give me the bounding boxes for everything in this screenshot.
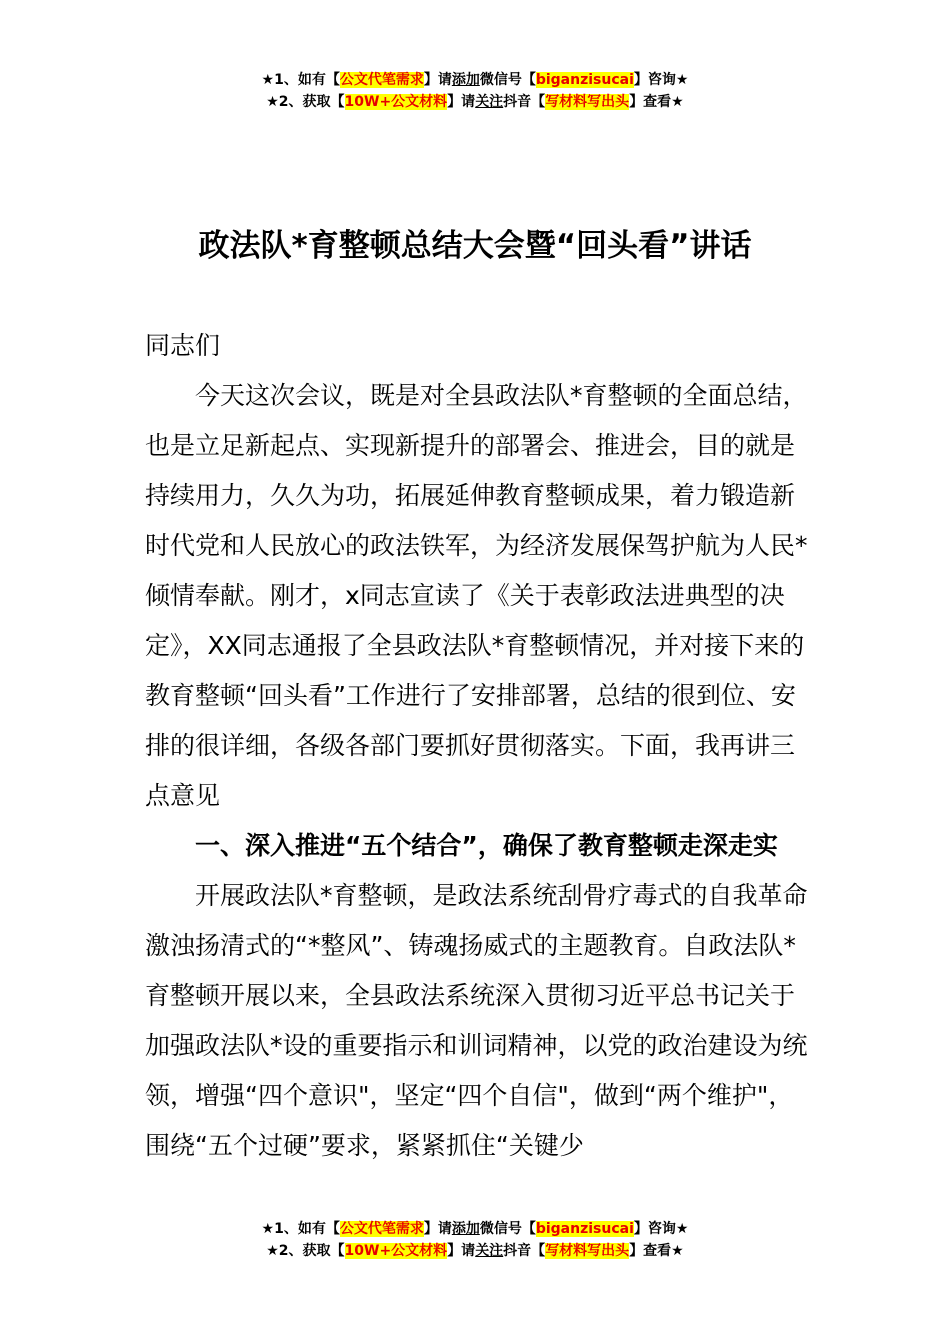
section-heading: 一、深入推进“五个结合”，确保了教育整顿走深走实 xyxy=(195,831,778,860)
banner-highlight: 公文代笔需求 xyxy=(339,72,424,88)
banner-highlight: 10W+公文材料 xyxy=(344,1243,448,1259)
banner-highlight: 写材料写出头 xyxy=(545,94,630,110)
document-body xyxy=(145,321,815,1171)
document-title: 政法队*育整顿总结大会暨“回头看”讲话 xyxy=(198,228,752,264)
banner-highlight: 写材料写出头 xyxy=(545,1243,630,1259)
salutation: 同志们 xyxy=(145,331,221,360)
banner-line-2: ★2、获取【10W+公文材料】请关注抖音【写材料写出头】查看★ xyxy=(266,94,684,110)
banner-highlight: biganzisucai xyxy=(535,72,634,88)
paragraph: 今天这次会议，既是对全县政法队*育整顿的全面总结，也是立足新起点、实现新提升的部署会、推进会，目的就是持续用力，久久为功，拓展延伸教育整顿成果，着力锻造新时代党和人民放心的政法铁军，为经济发展保驾护航为人民*倾情奉献。刚才，x同志宣读了《关于表彰政法进典型的决定》，XX同志通报了全县政法队*育整顿情况，并对接下来的教育整顿“回头看”工作进行了安排部署，总结的很到位、安排的很详细，各级各部门要抓好贯彻落实。下面，我再讲三点意见 xyxy=(145,381,808,810)
banner-highlight: 10W+公文材料 xyxy=(344,94,448,110)
paragraph: 开展政法队*育整顿，是政法系统刮骨疗毒式的自我革命激浊扬清式的“*整风”、铸魂扬威式的主题教育。自政法队*育整顿开展以来，全县政法系统深入贯彻习近平总书记关于加强政法队*设的重要指示和训词精神，以党的政治建设为统领，增强“四个意识"，坚定“四个自信"，做到“两个维护"，围绕“五个过硬”要求，紧紧抓住“关键少 xyxy=(145,881,808,1160)
footer-banner xyxy=(0,1218,950,1262)
banner-line-1: ★1、如有【公文代笔需求】请添加微信号【biganzisucai】咨询★ xyxy=(261,1221,689,1237)
banner-highlight: biganzisucai xyxy=(535,1221,634,1237)
banner-line-2: ★2、获取【10W+公文材料】请关注抖音【写材料写出头】查看★ xyxy=(266,1243,684,1259)
header-banner xyxy=(0,69,950,113)
banner-line-1: ★1、如有【公文代笔需求】请添加微信号【biganzisucai】咨询★ xyxy=(261,72,689,88)
banner-highlight: 公文代笔需求 xyxy=(339,1221,424,1237)
